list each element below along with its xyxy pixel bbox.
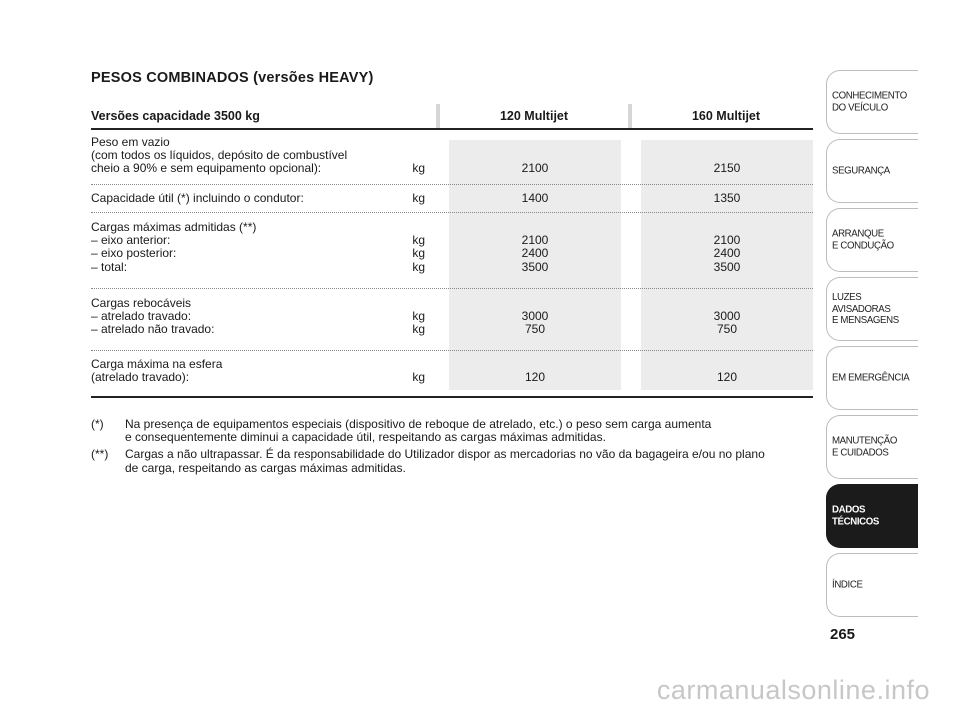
- unit-label: kg: [412, 259, 425, 274]
- footnote-mark: (**): [91, 447, 109, 462]
- unit-label: kg: [412, 370, 425, 385]
- row-label: – atrelado não travado:: [91, 322, 215, 337]
- row-label: – total:: [91, 259, 128, 274]
- tab-dados-tecnicos[interactable]: [826, 484, 918, 548]
- tab-label: MANUTENÇÃO: [832, 434, 898, 447]
- tab-manutencao-e-cuidados[interactable]: [826, 415, 918, 479]
- footnote-mark: (*): [91, 417, 104, 431]
- value-160-multijet: 3500: [713, 259, 741, 274]
- row-label: – eixo posterior:: [91, 246, 177, 261]
- tab-label: LUZES: [832, 290, 862, 303]
- row-label: – eixo anterior:: [91, 233, 171, 248]
- tab-arranque-e-conducao[interactable]: [826, 208, 918, 272]
- watermark-text: carmanualsonline.info: [656, 675, 930, 705]
- value-160-multijet: 2400: [713, 246, 741, 261]
- tab-label: CONHECIMENTO: [832, 89, 907, 102]
- row-label: – atrelado travado:: [91, 309, 192, 324]
- value-120-multijet: 2100: [521, 233, 549, 248]
- tab-label: SEGURANÇA: [832, 164, 890, 177]
- row-label: Carga máxima na esfera: [91, 357, 223, 371]
- unit-label: kg: [412, 161, 425, 176]
- value-160-multijet: 120: [716, 370, 738, 385]
- tab-em-emergencia[interactable]: [826, 346, 918, 410]
- row-label: Peso em vazio: [91, 135, 170, 149]
- unit-label: kg: [412, 246, 425, 261]
- value-160-multijet: 2150: [713, 161, 741, 176]
- tab-label: TÉCNICOS: [832, 515, 879, 527]
- footnote-text: Cargas a não ultrapassar. É da responsabilidade do Utilizador dispor as mercadorias no vão da bagageira e/ou no plano: [125, 447, 765, 462]
- value-120-multijet: 2400: [521, 246, 549, 261]
- tab-conhecimento-do-veiculo[interactable]: [826, 70, 918, 134]
- row-label: cheio a 90% e sem equipamento opcional):: [91, 161, 322, 176]
- value-160-multijet: 1350: [713, 191, 741, 205]
- value-120-multijet: 3500: [521, 259, 549, 274]
- unit-label: kg: [412, 309, 425, 324]
- table-top-rule: [91, 128, 813, 130]
- row-label: (com todos os líquidos, depósito de combustível: [91, 148, 348, 163]
- row-divider: [91, 288, 813, 289]
- footnote: [91, 418, 813, 444]
- value-120-multijet: 2100: [521, 161, 549, 176]
- tab-label: DADOS: [832, 503, 866, 516]
- tab-label: ÍNDICE: [832, 578, 863, 591]
- page-number: 265: [830, 626, 856, 643]
- tab-label: DO VEÍCULO: [832, 101, 888, 113]
- footnotes: [91, 418, 813, 479]
- row-divider: [91, 212, 813, 213]
- tab-luzes-avisadoras[interactable]: [826, 277, 918, 341]
- value-120-multijet: 750: [524, 322, 546, 337]
- tab-seguranca[interactable]: [826, 139, 918, 203]
- row-label: (atrelado travado):: [91, 370, 190, 385]
- tab-label: EM EMERGÊNCIA: [832, 371, 910, 384]
- row-divider: [91, 184, 813, 185]
- unit-label: kg: [412, 233, 425, 248]
- column-header-120-multijet: 120 Multijet: [499, 109, 569, 123]
- column-header-160-multijet: 160 Multijet: [691, 109, 761, 123]
- value-160-multijet: 2100: [713, 233, 741, 248]
- footnote: [91, 448, 813, 474]
- footnote-text: e consequentemente diminui a capacidade útil, respeitando as cargas máximas admitidas.: [125, 430, 606, 445]
- tab-indice[interactable]: [826, 553, 918, 617]
- row-label: Cargas máximas admitidas (**): [91, 220, 257, 234]
- value-120-multijet: 120: [524, 370, 546, 385]
- tab-label: E MENSAGENS: [832, 313, 899, 326]
- table-header-label: Versões capacidade 3500 kg: [91, 109, 260, 123]
- footnote-text: Na presença de equipamentos especiais (dispositivo de reboque de atrelado, etc.) o peso sem carga aumenta: [125, 417, 712, 431]
- column-separator: [436, 104, 440, 128]
- value-120-multijet: 1400: [521, 191, 549, 205]
- unit-label: kg: [412, 191, 425, 205]
- value-120-multijet: 3000: [521, 309, 549, 324]
- unit-label: kg: [412, 322, 425, 337]
- tab-label: E CUIDADOS: [832, 446, 889, 458]
- column-separator: [628, 104, 632, 128]
- tab-label: E CONDUÇÃO: [832, 239, 894, 251]
- value-160-multijet: 750: [716, 322, 738, 337]
- row-label: Capacidade útil (*) incluindo o condutor:: [91, 191, 304, 205]
- tab-label: AVISADORAS: [832, 302, 891, 315]
- row-divider: [91, 350, 813, 351]
- table-bottom-rule: [91, 396, 813, 398]
- page-title: PESOS COMBINADOS (versões HEAVY): [91, 70, 374, 86]
- tab-label: ARRANQUE: [832, 227, 884, 240]
- row-label: Cargas rebocáveis: [91, 296, 192, 310]
- watermark: [0, 675, 960, 709]
- footnote-text: de carga, respeitando as cargas máximas admitidas.: [125, 460, 406, 475]
- value-160-multijet: 3000: [713, 309, 741, 324]
